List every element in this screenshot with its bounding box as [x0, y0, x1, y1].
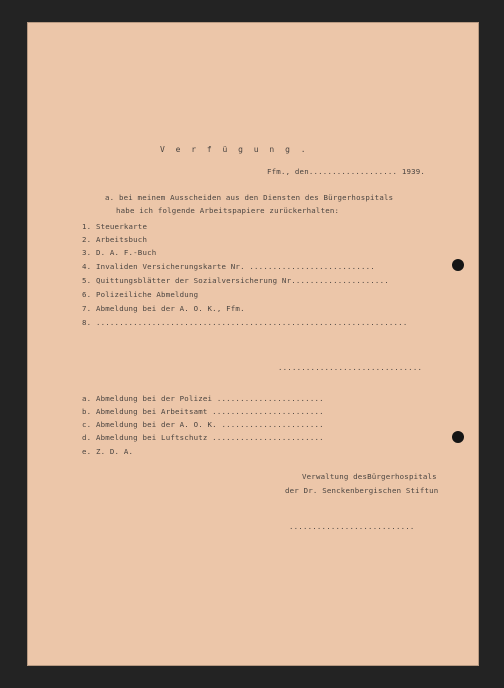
sub-item: a. Abmeldung bei der Polizei .......................: [82, 394, 324, 403]
list-item: 8. ...................................................................: [82, 318, 408, 327]
sub-item: c. Abmeldung bei der A. O. K. ......................: [82, 420, 324, 429]
list-item: 3. D. A. F.-Buch: [82, 248, 157, 257]
list-item: 1. Steuerkarte: [82, 222, 148, 231]
list-item: 4. Invaliden Versicherungskarte Nr. ...........................: [82, 262, 375, 271]
sub-item: d. Abmeldung bei Luftschutz ........................: [82, 433, 324, 442]
signature-line: ...............................: [278, 363, 423, 372]
intro-line-2: habe ich folgende Arbeitspapiere zurückerhalten:: [116, 206, 340, 215]
sub-item: e. Z. D. A.: [82, 447, 134, 456]
date-line: Ffm., den................... 1939.: [267, 167, 426, 176]
list-item: 7. Abmeldung bei der A. O. K., Ffm.: [82, 304, 245, 313]
signature-line-admin: ...........................: [289, 522, 415, 531]
sub-item: b. Abmeldung bei Arbeitsamt ........................: [82, 407, 324, 416]
intro-line-1: a. bei meinem Ausscheiden aus den Diensten des Bürgerhospitals: [105, 193, 394, 202]
punch-hole: [452, 259, 464, 271]
list-item: 5. Quittungsblätter der Sozialversicherung Nr.....................: [82, 276, 389, 285]
document-title: V e r f ü g u n g .: [160, 145, 309, 154]
admin-line-2: der Dr. Senckenbergischen Stiftun: [285, 486, 439, 495]
list-item: 2. Arbeitsbuch: [82, 235, 148, 244]
document-page: [27, 22, 479, 666]
punch-hole: [452, 431, 464, 443]
admin-line-1: Verwaltung desBürgerhospitals: [302, 472, 437, 481]
list-item: 6. Polizeiliche Abmeldung: [82, 290, 199, 299]
